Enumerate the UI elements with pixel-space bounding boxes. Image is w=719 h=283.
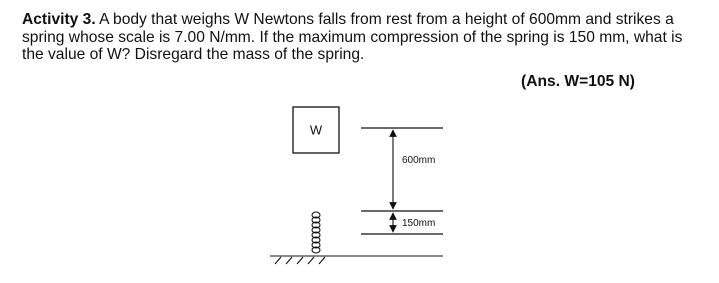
problem-text: A body that weighs W Newtons falls from rest from a height of 600mm and strikes a spring whose scale is 7.00 N/mm. If the maximum compression of the spring is 150 mm, what is the value of W? Disregard the mass of the spring. <box>22 11 683 63</box>
answer-text: (Ans. W=105 N) <box>521 73 635 90</box>
activity-label: Activity 3. <box>22 11 96 28</box>
spring-coil <box>312 212 320 253</box>
ground-base <box>270 256 443 264</box>
compression-label: 150mm <box>402 218 436 229</box>
weight-label: W <box>309 122 323 138</box>
drop-height-label: 600mm <box>402 155 436 166</box>
